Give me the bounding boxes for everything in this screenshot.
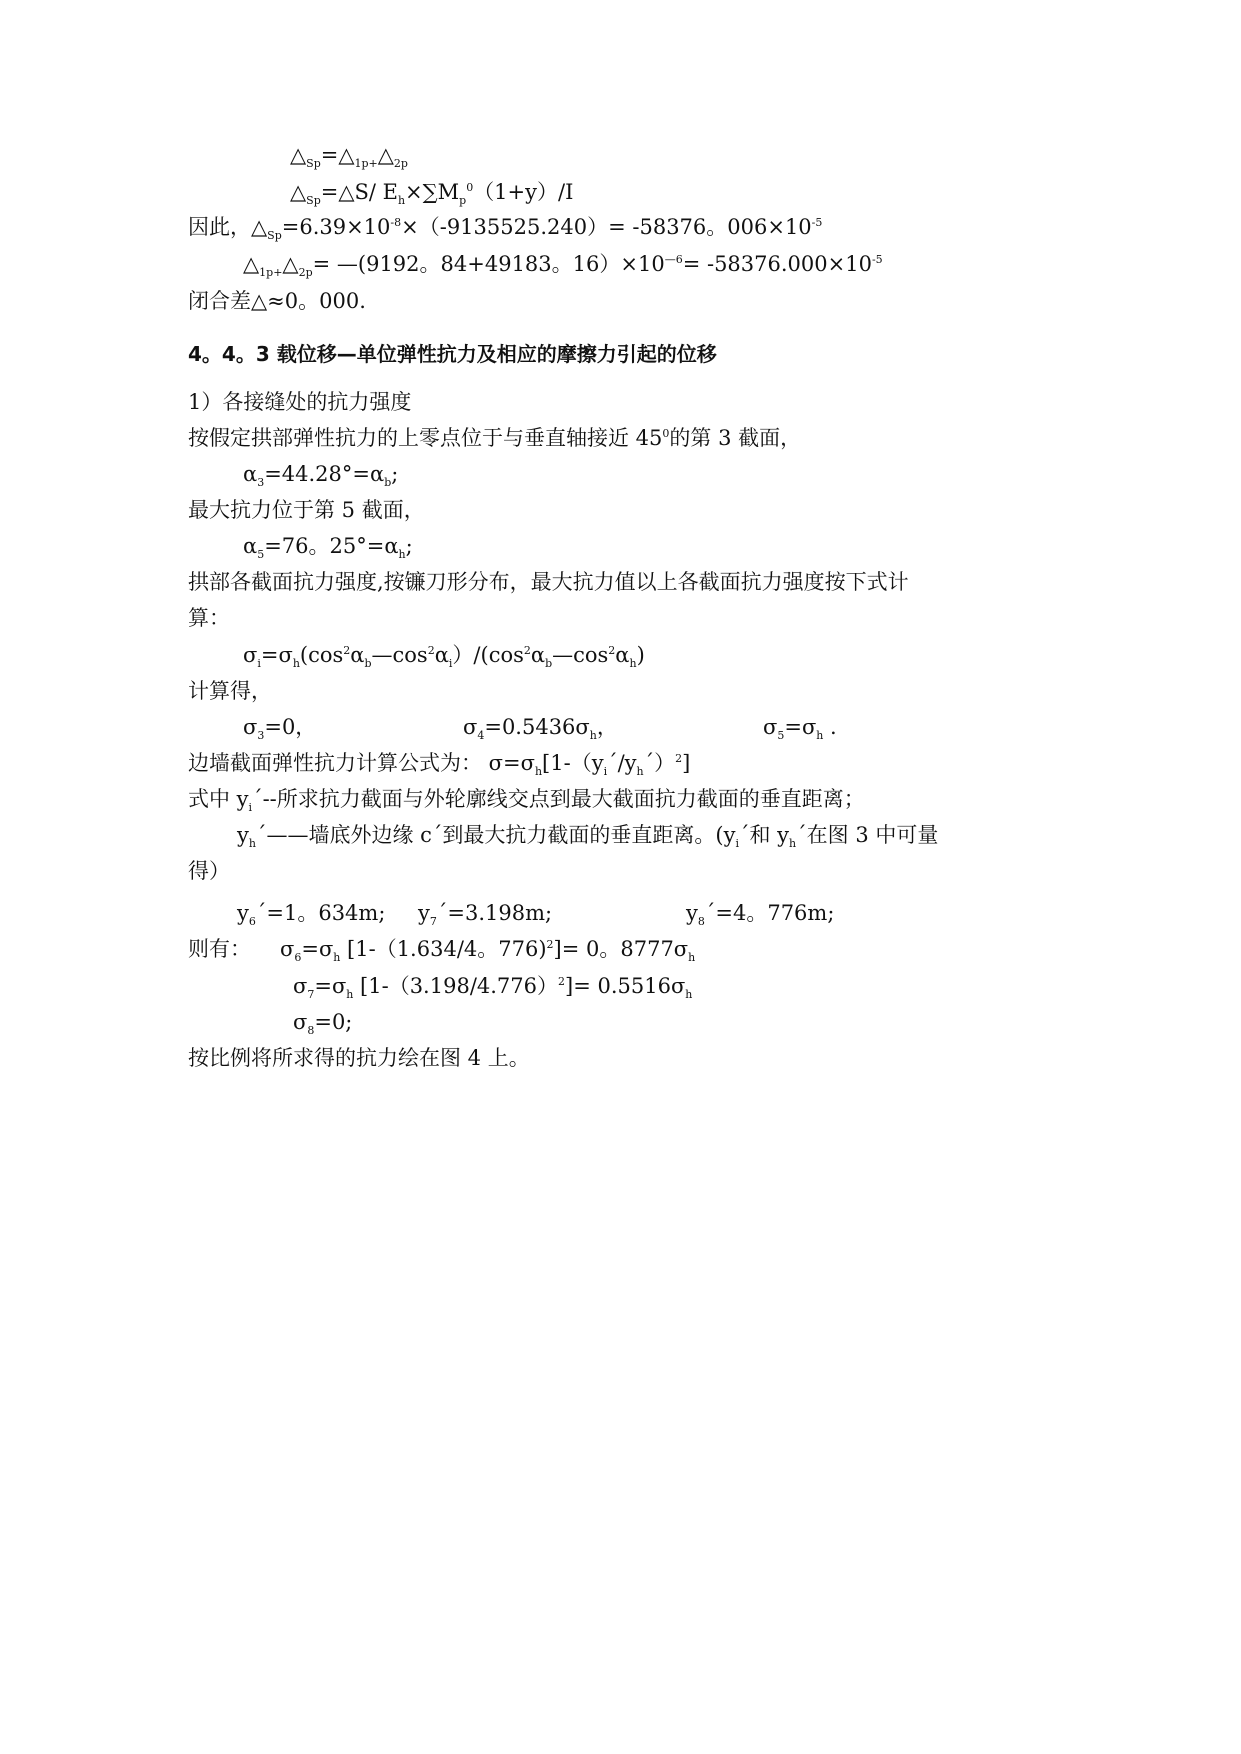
paragraph-max-resistance: 最大抗力位于第 5 截面， — [188, 498, 425, 522]
value-y7: $y_7´=3.198m$; — [418, 901, 553, 929]
equation-delta-sp-sum: $\triangle_{Sp}=\triangle_{1p+}\triangle_{2p}$ — [290, 143, 408, 171]
equation-sigma-6-lead: 则有： — [188, 937, 251, 961]
paragraph-yi-definition: 式中 $y_i´--$所求抗力截面与外轮廓线交点到最大截面抗力截面的垂直距离； — [188, 787, 865, 815]
equation-delta-sp-integral: $\triangle_{Sp}=\triangle S/$ $E_h\times\sum M_p^0(1+y)/I$ — [290, 180, 574, 208]
paragraph-yh-definition: $y_h´——$墙底外边缘 c´到最大抗力截面的垂直距离。($y_i´$和 $y_h´$在图 3 中可量 — [237, 823, 939, 851]
equation-delta-sp-value: 因此，$\triangle_{Sp}=6.39\times 10^{-8}\times(-9135525.240)= -58376$。$006\times 10^{-5}$ — [188, 215, 823, 243]
subsection-title: 1）各接缝处的抗力强度 — [188, 390, 412, 414]
paragraph-computed: 计算得， — [188, 679, 272, 703]
paragraph-sickle-distribution-cont: 算： — [188, 606, 230, 630]
equation-sigma-i: $\sigma_i=\sigma_h(\cos^2\alpha_b—\cos^2\alpha_i)/(\cos^2\alpha_b—\cos^2\alpha_h)$ — [243, 643, 645, 671]
closure-error-text: 闭合差△≈0。000. — [188, 289, 366, 313]
equation-sigma-5: $\sigma_5=\sigma_h$ . — [763, 715, 837, 743]
equation-sigma-3: $\sigma_3=0$， — [243, 715, 317, 743]
equation-alpha-5: $\alpha_5=76$。$25^\circ=\alpha_h$; — [243, 534, 413, 562]
paragraph-wall-formula: 边墙截面弹性抗力计算公式为： $\sigma=\sigma_h[1-(y_i´/y_h´)^2]$ — [188, 751, 691, 779]
paragraph-sickle-distribution: 拱部各截面抗力强度,按镰刀形分布，最大抗力值以上各截面抗力强度按下式计 — [188, 570, 909, 594]
paragraph-zero-point: 按假定拱部弹性抗力的上零点位于与垂直轴接近 $45^0$的第 3 截面， — [188, 426, 802, 450]
value-y6: $y_6´=1$。634m; — [237, 901, 386, 929]
paragraph-plot-note: 按比例将所求得的抗力绘在图 4 上。 — [188, 1046, 530, 1070]
value-y8: $y_8´=4$。776m; — [686, 901, 835, 929]
paragraph-yh-definition-cont: 得） — [188, 859, 230, 883]
equation-sigma-7: $\sigma_7=\sigma_h$ $[1-(3.198/4.776)^2]= 0.5516\sigma_h$ — [293, 974, 693, 1002]
equation-sigma-6: $\sigma_6=\sigma_h$ [1-（1.634/4。776)$^2$]= 0。$8777\sigma_h$ — [280, 937, 696, 965]
equation-sigma-4: $\sigma_4=0.5436\sigma_h$， — [463, 715, 618, 743]
section-heading: 4。4。3 载位移—单位弹性抗力及相应的摩擦力引起的位移 — [188, 342, 717, 366]
equation-sigma-8: $\sigma_8=0$; — [293, 1010, 353, 1038]
equation-delta-1p-2p-value: $\triangle_{1p+}\triangle_{2p}=$ —(9192。84+49183。$16)\times 10^{—6}= -58376.000\times 10^{-5}$ — [243, 252, 883, 280]
equation-alpha-3: $\alpha_3=44.28^\circ=\alpha_b$; — [243, 462, 399, 490]
